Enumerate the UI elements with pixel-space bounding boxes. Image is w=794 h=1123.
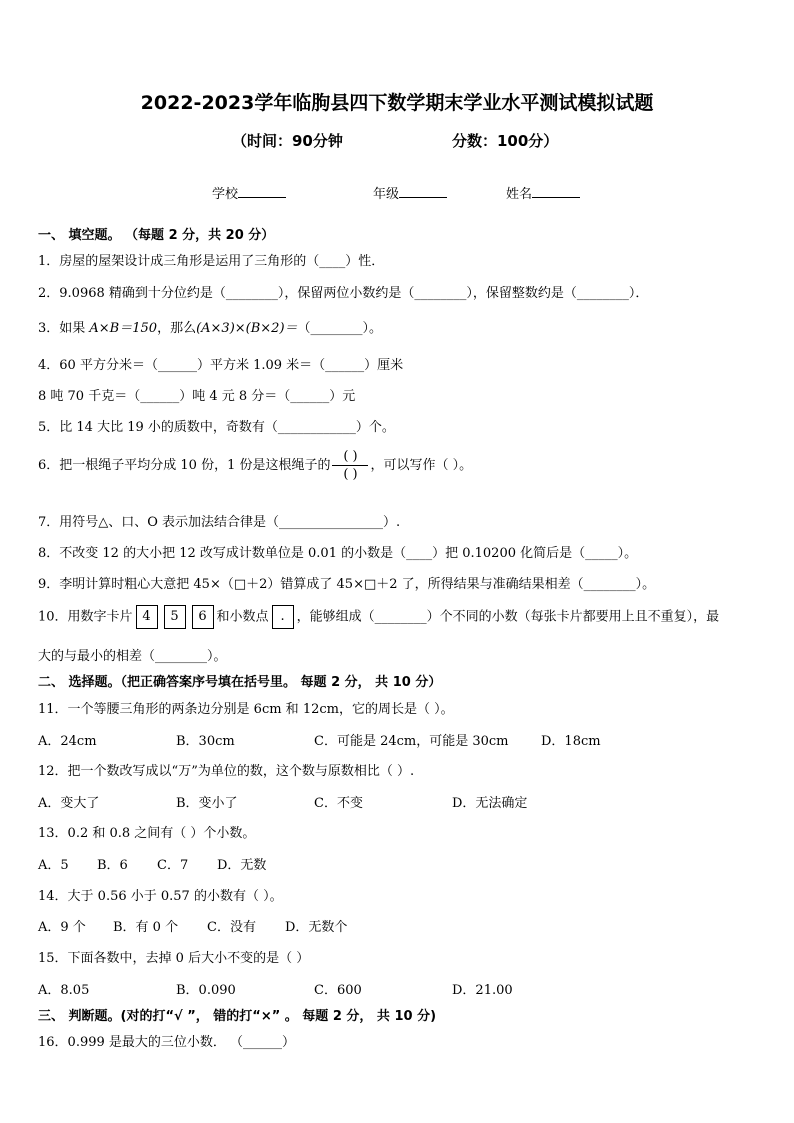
school-blank	[238, 185, 286, 198]
decimal-point-card: .	[272, 605, 294, 629]
q11-option-b: B．30cm	[176, 734, 235, 749]
q6-denominator: ( )	[343, 467, 358, 482]
q3-post: （________）。	[297, 321, 383, 336]
page-title: 2022-2023学年临朐县四下数学期末学业水平测试模拟试题	[140, 92, 654, 114]
name-field	[506, 183, 580, 202]
q3-equation: A×B＝150	[89, 321, 158, 336]
q13-option-c: C．7	[157, 858, 189, 873]
q3-mid: ，那么	[157, 321, 197, 336]
grade-blank	[399, 185, 447, 198]
q12-option-a: A．变大了	[38, 796, 100, 811]
section-fill-blank: 一、 填空题。 （每题 2 分，共 20 分）	[38, 228, 275, 243]
q13-option-b: B．6	[97, 858, 128, 873]
question-15: 15．下面各数中，去掉 0 后大小不变的是（ ）	[38, 951, 310, 966]
section-true-false: 三、 判断题。(对的打“√ ”， 错的打“×” 。 每题 2 分， 共 10 分)	[38, 1009, 437, 1024]
grade-label: 年级	[373, 187, 400, 202]
question-14: 14．大于 0.56 小于 0.57 的小数有（ ）。	[38, 889, 283, 904]
q11-option-a: A．24cm	[38, 734, 97, 749]
exam-time: （时间：90分钟	[232, 132, 343, 150]
question-10	[38, 605, 719, 629]
section-multiple-choice: 二、 选择题。（把正确答案序号填在括号里。 每题 2 分， 共 10 分）	[38, 675, 442, 690]
question-2: 2．9.0968 精确到十分位约是（________），保留两位小数约是（________），保留整数约是（________）．	[38, 286, 649, 301]
q14-option-c: C．没有	[207, 920, 256, 935]
school-label: 学校	[212, 187, 239, 202]
q14-option-a: A．9 个	[38, 920, 86, 935]
q11-option-d: D．18cm	[541, 734, 601, 749]
grade-field	[373, 183, 447, 202]
school-field	[212, 183, 286, 202]
q15-option-b: B．0.090	[176, 983, 236, 998]
q11-option-c: C．可能是 24cm，可能是 30cm	[314, 734, 509, 749]
question-1: 1．房屋的屋架设计成三角形是运用了三角形的（____）性．	[38, 254, 385, 269]
q15-option-d: D．21.00	[452, 983, 513, 998]
q6-post: ，可以写作（ ）。	[370, 458, 473, 473]
q14-option-d: D．无数个	[285, 920, 348, 935]
q15-option-a: A．8.05	[38, 983, 90, 998]
question-6	[38, 448, 472, 483]
question-13: 13．0.2 和 0.8 之间有（ ）个小数。	[38, 826, 256, 841]
q12-option-b: B．变小了	[176, 796, 238, 811]
question-3	[38, 317, 382, 336]
q10-post: ，能够组成（________）个不同的小数（每张卡片都要用上且不重复），最	[296, 609, 720, 625]
question-4-line1: 4．60 平方分米＝（______）平方米 1.09 米＝（______）厘米	[38, 358, 404, 373]
q14-option-b: B．有 0 个	[113, 920, 179, 935]
question-9: 9．李明计算时粗心大意把 45×（□＋2）错算成了 45×□＋2 了，所得结果与准确结果相差（________）。	[38, 577, 656, 592]
q13-option-d: D．无数	[217, 858, 267, 873]
question-4-line2: 8 吨 70 千克＝（______）吨 4 元 8 分＝（______）元	[38, 389, 356, 404]
question-5: 5．比 14 大比 19 小的质数中，奇数有（____________）个。	[38, 420, 395, 435]
question-7: 7．用符号△、口、O 表示加法结合律是（________________）.	[38, 515, 401, 530]
digit-card-5: 5	[164, 605, 186, 629]
digit-card-4: 4	[136, 605, 158, 629]
q15-option-c: C．600	[314, 983, 362, 998]
q6-numerator: ( )	[343, 449, 358, 464]
question-8: 8．不改变 12 的大小把 12 改写成计数单位是 0.01 的小数是（____）把 0.10200 化简后是（_____）。	[38, 546, 638, 561]
digit-card-6: 6	[192, 605, 214, 629]
question-16: 16．0.999 是最大的三位小数． （______）	[38, 1035, 296, 1050]
question-10-line2: 大的与最小的相差（________）。	[38, 649, 227, 664]
q3-expression: (A×3)×(B×2)＝	[196, 321, 298, 336]
q12-option-d: D．无法确定	[452, 796, 528, 811]
q3-pre: 3．如果	[38, 321, 90, 336]
exam-score: 分数：100分）	[452, 132, 559, 150]
q6-fraction	[332, 448, 368, 483]
question-12: 12．把一个数改写成以“万”为单位的数，这个数与原数相比（ ）.	[38, 764, 415, 779]
q10-pre: 10．用数字卡片	[38, 609, 133, 625]
q13-option-a: A．5	[38, 858, 69, 873]
q10-mid: 和小数点	[216, 609, 269, 625]
name-blank	[532, 185, 580, 198]
q6-pre: 6．把一根绳子平均分成 10 份，1 份是这根绳子的	[38, 458, 331, 473]
question-11: 11．一个等腰三角形的两条边分别是 6cm 和 12cm，它的周长是（ ）。	[38, 702, 454, 717]
name-label: 姓名	[506, 187, 533, 202]
q12-option-c: C．不变	[314, 796, 363, 811]
